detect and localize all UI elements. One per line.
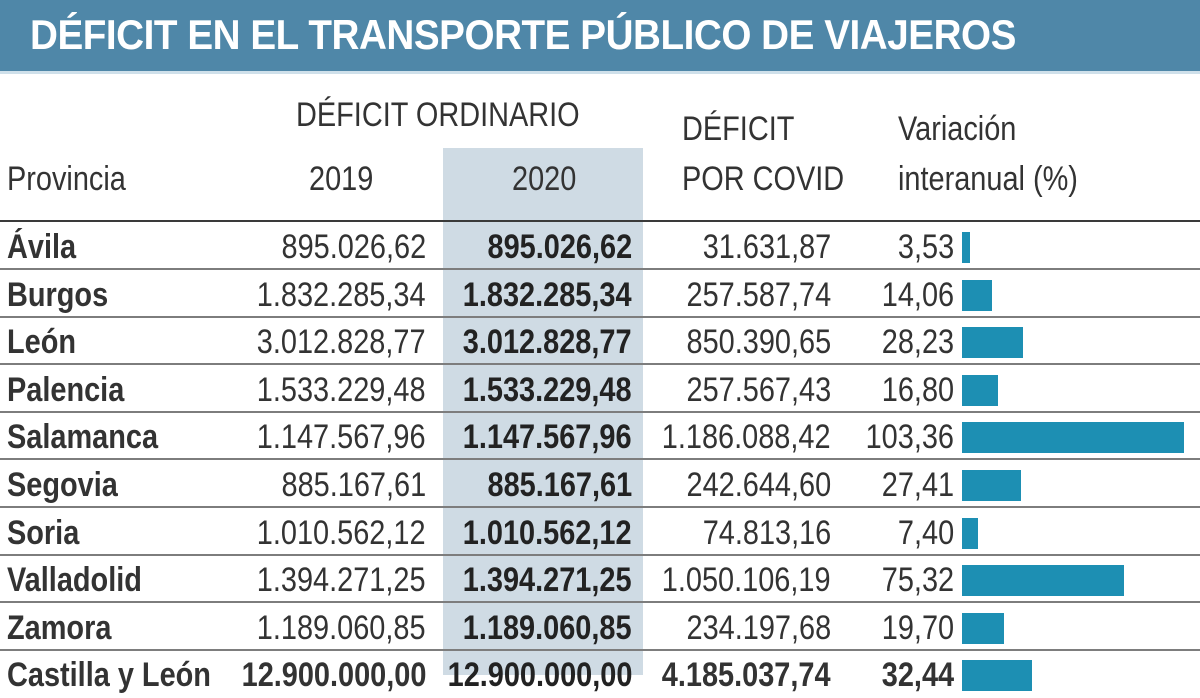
- variacion-label: 103,36: [865, 418, 954, 457]
- variacion-bar: [962, 375, 998, 406]
- deficit-2019-value: 1.394.271,25: [257, 561, 426, 600]
- deficit-2020-value: 1.010.562,12: [463, 513, 632, 552]
- row-divider: [0, 649, 1200, 651]
- table-row: [0, 272, 1200, 318]
- row-divider: [0, 506, 1200, 508]
- deficit-2019-value: 885.167,61: [281, 466, 426, 504]
- variacion-label: 27,41: [881, 466, 954, 504]
- variacion-label: 32,44: [881, 656, 954, 695]
- deficit-2019-value: 12.900.000,00: [241, 656, 426, 695]
- deficit-2020-value: 1.832.285,34: [463, 275, 632, 314]
- table-row: [0, 224, 1200, 270]
- row-divider: [0, 411, 1200, 413]
- header-deficit-ordinario: DÉFICIT ORDINARIO: [296, 96, 580, 134]
- provincia-label: Burgos: [7, 275, 109, 314]
- variacion-bar: [962, 660, 1032, 691]
- provincia-label: Castilla y León: [7, 656, 211, 695]
- deficit-2020-value: 3.012.828,77: [463, 323, 632, 362]
- row-divider: [0, 554, 1200, 556]
- deficit-covid-value: 74.813,16: [702, 513, 831, 552]
- deficit-covid-value: 850.390,65: [686, 323, 831, 362]
- variacion-label: 19,70: [881, 608, 954, 647]
- variacion-bar: [962, 565, 1124, 596]
- variacion-bar: [962, 232, 970, 263]
- provincia-label: Valladolid: [7, 561, 142, 600]
- provincia-label: León: [7, 323, 77, 362]
- variacion-label: 3,53: [897, 228, 954, 266]
- row-divider: [0, 268, 1200, 270]
- deficit-covid-value: 257.567,43: [686, 370, 831, 409]
- chart-title: DÉFICIT EN EL TRANSPORTE PÚBLICO DE VIAJEROS: [30, 11, 1016, 58]
- title-bar: [0, 0, 1200, 74]
- deficit-2019-value: 1.832.285,34: [257, 275, 426, 314]
- variacion-label: 75,32: [881, 561, 954, 600]
- table-row: [0, 605, 1200, 651]
- deficit-2019-value: 1.147.567,96: [257, 418, 426, 457]
- deficit-2019-value: 1.189.060,85: [257, 608, 426, 647]
- deficit-2020-value: 1.533.229,48: [463, 370, 632, 409]
- variacion-label: 7,40: [897, 513, 954, 552]
- deficit-covid-value: 234.197,68: [686, 608, 831, 647]
- row-divider: [0, 458, 1200, 460]
- variacion-bar: [962, 327, 1023, 358]
- total-row: [0, 652, 1200, 698]
- provincia-label: Ávila: [7, 228, 77, 266]
- deficit-covid-value: 1.050.106,19: [662, 561, 831, 600]
- table-row: [0, 414, 1200, 460]
- provincia-label: Zamora: [7, 608, 112, 647]
- deficit-2020-value: 12.900.000,00: [447, 656, 632, 695]
- variacion-bar: [962, 422, 1184, 453]
- deficit-2019-value: 1.533.229,48: [257, 370, 426, 409]
- table-row: [0, 557, 1200, 603]
- deficit-covid-value: 242.644,60: [686, 466, 831, 504]
- variacion-bar: [962, 280, 992, 311]
- header-variacion-1: Variación: [898, 110, 1017, 148]
- deficit-2020-value: 1.189.060,85: [463, 608, 632, 647]
- deficit-2020-value: 895.026,62: [487, 228, 632, 266]
- variacion-label: 14,06: [881, 275, 954, 314]
- row-divider: [0, 363, 1200, 365]
- table-row: [0, 367, 1200, 413]
- deficit-2020-value: 1.394.271,25: [463, 561, 632, 600]
- header-2020: 2020: [512, 160, 577, 198]
- deficit-2019-value: 895.026,62: [281, 228, 426, 266]
- provincia-label: Segovia: [7, 466, 118, 504]
- table-row: [0, 510, 1200, 556]
- header-provincia: Provincia: [7, 160, 126, 198]
- deficit-covid-value: 31.631,87: [702, 228, 831, 266]
- provincia-label: Soria: [7, 513, 80, 552]
- deficit-covid-value: 4.185.037,74: [662, 656, 831, 695]
- deficit-covid-value: 1.186.088,42: [662, 418, 831, 457]
- variacion-bar: [962, 613, 1004, 644]
- variacion-label: 16,80: [881, 370, 954, 409]
- header-deficit-covid-2: POR COVID: [682, 160, 845, 198]
- row-divider: [0, 316, 1200, 318]
- header-variacion-2: interanual (%): [898, 160, 1078, 198]
- table-row: [0, 319, 1200, 365]
- deficit-2019-value: 3.012.828,77: [257, 323, 426, 362]
- variacion-bar: [962, 518, 978, 549]
- deficit-2020-value: 1.147.567,96: [463, 418, 632, 457]
- variacion-label: 28,23: [881, 323, 954, 362]
- deficit-2020-value: 885.167,61: [487, 466, 632, 504]
- provincia-label: Salamanca: [7, 418, 159, 457]
- header-2019: 2019: [309, 160, 374, 198]
- header-deficit-covid-1: DÉFICIT: [682, 110, 795, 148]
- variacion-bar: [962, 470, 1021, 501]
- table-row: [0, 462, 1200, 508]
- row-divider: [0, 601, 1200, 603]
- header-rule: [0, 220, 1200, 222]
- provincia-label: Palencia: [7, 370, 125, 409]
- deficit-2019-value: 1.010.562,12: [257, 513, 426, 552]
- deficit-covid-value: 257.587,74: [686, 275, 831, 314]
